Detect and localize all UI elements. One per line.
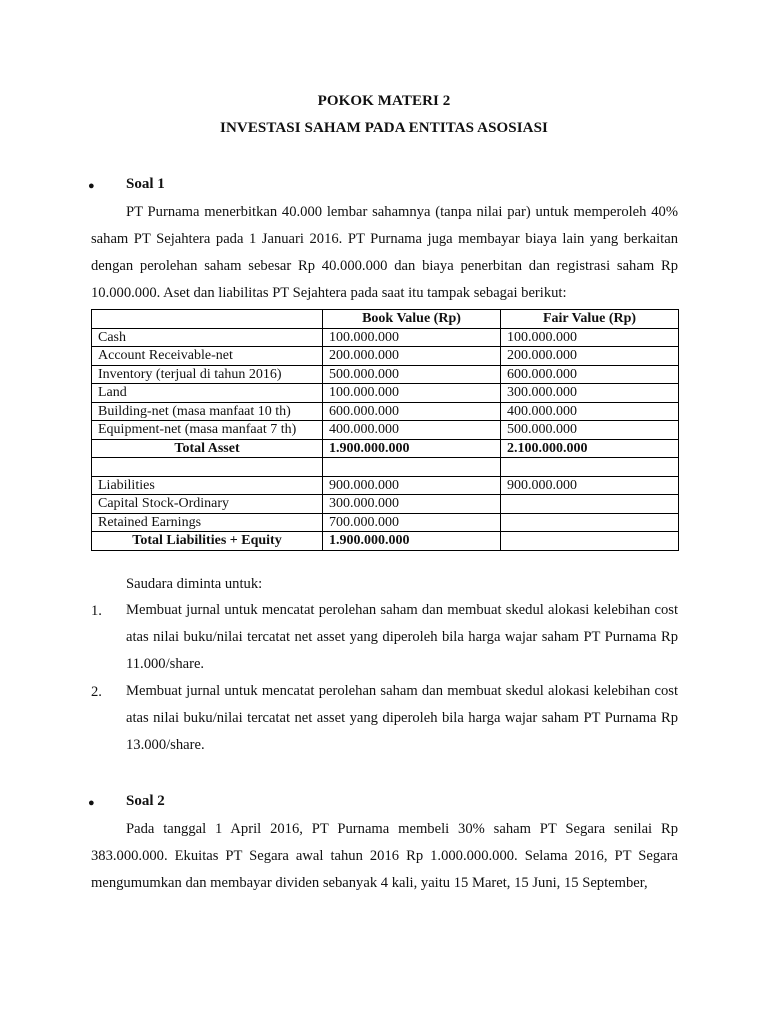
- table-header-cell: Book Value (Rp): [323, 310, 501, 329]
- table-cell: [323, 458, 501, 477]
- table-cell: Retained Earnings: [92, 513, 323, 532]
- table-cell: 600.000.000: [323, 402, 501, 421]
- table-row: [92, 347, 679, 366]
- task-text: Membuat jurnal untuk mencatat perolehan saham dan membuat skedul alokasi kelebihan cost atas nilai buku/nilai tercatat net asset yang diperoleh bila harga wajar saham PT Purnama Rp 13.000/share.: [126, 683, 678, 753]
- table-cell: 400.000.000: [323, 421, 501, 440]
- table-cell: Capital Stock-Ordinary: [92, 495, 323, 514]
- task-number: 2.: [91, 684, 102, 700]
- asset-liability-table: [91, 309, 679, 551]
- table-cell: Land: [92, 384, 323, 403]
- table-cell: 200.000.000: [323, 347, 501, 366]
- soal1-heading: Soal 1: [126, 176, 165, 192]
- instruction-text: Saudara diminta untuk:: [126, 576, 263, 592]
- table-total-label: Total Asset: [92, 439, 323, 458]
- table-cell: 900.000.000: [323, 476, 501, 495]
- table-total-row: [92, 532, 679, 551]
- table-header-row: [92, 310, 679, 329]
- table-cell: 600.000.000: [501, 365, 679, 384]
- table-total-cell: [501, 532, 679, 551]
- table-cell: [501, 513, 679, 532]
- table-cell: 300.000.000: [323, 495, 501, 514]
- table-header-cell: [92, 310, 323, 329]
- table-cell: 500.000.000: [501, 421, 679, 440]
- table-cell: 100.000.000: [323, 384, 501, 403]
- soal1-bullet: ●: [88, 180, 95, 192]
- table-cell: 900.000.000: [501, 476, 679, 495]
- table-row-blank: [92, 458, 679, 477]
- table-row: [92, 513, 679, 532]
- table-cell: Liabilities: [92, 476, 323, 495]
- soal2-bullet: ●: [88, 797, 95, 809]
- table-cell: 500.000.000: [323, 365, 501, 384]
- table-cell: Cash: [92, 328, 323, 347]
- table-cell: Equipment-net (masa manfaat 7 th): [92, 421, 323, 440]
- task-text: Membuat jurnal untuk mencatat perolehan saham dan membuat skedul alokasi kelebihan cost atas nilai buku/nilai tercatat net asset yang diperoleh bila harga wajar saham PT Purnama Rp 11.000/share.: [126, 602, 678, 672]
- table-cell: Account Receivable-net: [92, 347, 323, 366]
- table-row: [92, 476, 679, 495]
- table-total-row: [92, 439, 679, 458]
- soal2-paragraph: Pada tanggal 1 April 2016, PT Purnama membeli 30% saham PT Segara senilai Rp 383.000.000. Ekuitas PT Segara awal tahun 2016 Rp 1.000.000.000. Selama 2016, PT Segara mengumumkan dan membayar dividen sebanyak 4 kali, yaitu 15 Maret, 15 Juni, 15 September,: [91, 821, 678, 891]
- document-subtitle: INVESTASI SAHAM PADA ENTITAS ASOSIASI: [220, 120, 548, 136]
- task-number: 1.: [91, 603, 102, 619]
- table-cell: 100.000.000: [323, 328, 501, 347]
- table-cell: 100.000.000: [501, 328, 679, 347]
- table-cell: [92, 458, 323, 477]
- table-row: [92, 402, 679, 421]
- table-total-cell: 1.900.000.000: [323, 532, 501, 551]
- table-total-cell: 2.100.000.000: [501, 439, 679, 458]
- table-cell: 700.000.000: [323, 513, 501, 532]
- soal1-paragraph: PT Purnama menerbitkan 40.000 lembar sahamnya (tanpa nilai par) untuk memperoleh 40% saham PT Sejahtera pada 1 Januari 2016. PT Purnama juga membayar biaya lain yang berkaitan dengan perolehan saham sebesar Rp 40.000.000 dan biaya penerbitan dan registrasi saham Rp 10.000.000. Aset dan liabilitas PT Sejahtera pada saat itu tampak sebagai berikut:: [91, 204, 678, 301]
- table-row: [92, 495, 679, 514]
- table-cell: Inventory (terjual di tahun 2016): [92, 365, 323, 384]
- table-row: [92, 328, 679, 347]
- table-cell: 200.000.000: [501, 347, 679, 366]
- table-cell: 400.000.000: [501, 402, 679, 421]
- table-cell: Building-net (masa manfaat 10 th): [92, 402, 323, 421]
- table-row: [92, 421, 679, 440]
- table-total-label: Total Liabilities + Equity: [92, 532, 323, 551]
- table-row: [92, 365, 679, 384]
- document-title: POKOK MATERI 2: [317, 93, 451, 109]
- table-total-cell: 1.900.000.000: [323, 439, 501, 458]
- soal2-heading: Soal 2: [126, 793, 165, 809]
- table-cell: [501, 495, 679, 514]
- table-cell: [501, 458, 679, 477]
- table-cell: 300.000.000: [501, 384, 679, 403]
- table-row: [92, 384, 679, 403]
- table-header-cell: Fair Value (Rp): [501, 310, 679, 329]
